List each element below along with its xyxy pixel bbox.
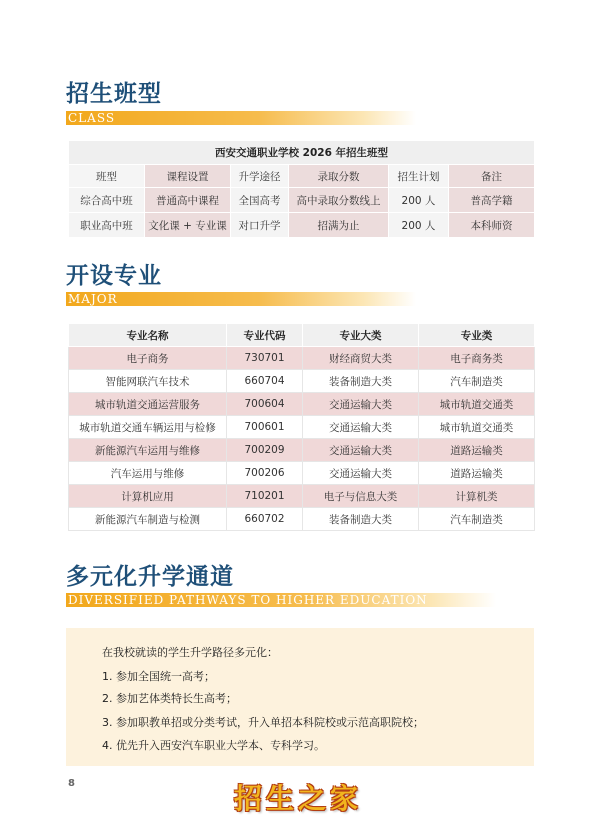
table-row bbox=[69, 485, 535, 508]
major-cell: 新能源汽车运用与维修 bbox=[69, 439, 227, 462]
major-cell: 交通运输大类 bbox=[303, 416, 419, 439]
class-cell: 全国高考 bbox=[231, 188, 289, 213]
major-cell: 计算机类 bbox=[419, 485, 535, 508]
major-cell: 新能源汽车制造与检测 bbox=[69, 508, 227, 531]
class-header-cell: 课程设置 bbox=[145, 165, 231, 188]
major-cell: 城市轨道交通运营服务 bbox=[69, 393, 227, 416]
class-header-cell: 升学途径 bbox=[231, 165, 289, 188]
table-row bbox=[69, 508, 535, 531]
major-cell: 装备制造大类 bbox=[303, 370, 419, 393]
major-header-cell: 专业名称 bbox=[69, 324, 227, 347]
major-cell: 交通运输大类 bbox=[303, 439, 419, 462]
major-cell: 城市轨道交通类 bbox=[419, 393, 535, 416]
table-row bbox=[69, 370, 535, 393]
list-item: 1. 参加全国统一高考； bbox=[102, 670, 215, 683]
major-cell: 电子商务 bbox=[69, 347, 227, 370]
major-cell: 电子商务类 bbox=[419, 347, 535, 370]
class-header-cell: 班型 bbox=[69, 165, 145, 188]
class-cell: 200 人 bbox=[389, 188, 449, 213]
class-cell: 200 人 bbox=[389, 213, 449, 238]
major-cell: 710201 bbox=[227, 485, 303, 508]
major-table bbox=[68, 323, 535, 531]
class-header-cell: 备注 bbox=[449, 165, 535, 188]
class-section-subtitle: CLASS bbox=[66, 111, 416, 125]
pathway-section-title: 多元化升学通道 bbox=[66, 564, 234, 590]
table-row bbox=[69, 416, 535, 439]
pathway-section-subtitle: DIVERSIFIED PATHWAYS TO HIGHER EDUCATION bbox=[66, 593, 496, 607]
page-number: 8 bbox=[68, 778, 75, 789]
major-cell: 城市轨道交通类 bbox=[419, 416, 535, 439]
major-cell: 城市轨道交通车辆运用与检修 bbox=[69, 416, 227, 439]
major-cell: 交通运输大类 bbox=[303, 393, 419, 416]
class-header-cell: 录取分数 bbox=[289, 165, 389, 188]
list-item: 4. 优先升入西安汽车职业大学本、专科学习。 bbox=[102, 739, 325, 752]
major-cell: 660702 bbox=[227, 508, 303, 531]
class-cell: 普通高中课程 bbox=[145, 188, 231, 213]
class-section-title: 招生班型 bbox=[66, 81, 162, 107]
class-cell: 对口升学 bbox=[231, 213, 289, 238]
table-row bbox=[69, 188, 535, 213]
class-type-table bbox=[68, 140, 535, 238]
major-section-subtitle: MAJOR bbox=[66, 292, 416, 306]
class-cell: 普高学籍 bbox=[449, 188, 535, 213]
major-cell: 汽车运用与维修 bbox=[69, 462, 227, 485]
major-cell: 计算机应用 bbox=[69, 485, 227, 508]
class-table-caption: 西安交通职业学校 2026 年招生班型 bbox=[69, 141, 535, 165]
major-cell: 700604 bbox=[227, 393, 303, 416]
major-cell: 700601 bbox=[227, 416, 303, 439]
class-cell: 高中录取分数线上 bbox=[289, 188, 389, 213]
class-header-cell: 招生计划 bbox=[389, 165, 449, 188]
major-section-title: 开设专业 bbox=[66, 263, 162, 289]
brand-watermark: 招生之家 bbox=[234, 782, 363, 815]
class-cell: 本科师资 bbox=[449, 213, 535, 238]
class-cell: 综合高中班 bbox=[69, 188, 145, 213]
table-row bbox=[69, 439, 535, 462]
major-cell: 道路运输类 bbox=[419, 462, 535, 485]
pathway-intro: 在我校就读的学生升学路径多元化： bbox=[102, 646, 278, 659]
class-cell: 文化课 + 专业课 bbox=[145, 213, 231, 238]
class-cell: 招满为止 bbox=[289, 213, 389, 238]
major-cell: 汽车制造类 bbox=[419, 370, 535, 393]
major-cell: 700209 bbox=[227, 439, 303, 462]
pathway-info-box bbox=[66, 628, 534, 766]
major-cell: 智能网联汽车技术 bbox=[69, 370, 227, 393]
class-cell: 职业高中班 bbox=[69, 213, 145, 238]
major-cell: 电子与信息大类 bbox=[303, 485, 419, 508]
major-cell: 730701 bbox=[227, 347, 303, 370]
major-header-cell: 专业大类 bbox=[303, 324, 419, 347]
list-item: 3. 参加职教单招或分类考试，升入单招本科院校或示范高职院校； bbox=[102, 716, 424, 729]
major-cell: 700206 bbox=[227, 462, 303, 485]
table-row bbox=[69, 213, 535, 238]
list-item: 2. 参加艺体类特长生高考； bbox=[102, 692, 237, 705]
major-cell: 道路运输类 bbox=[419, 439, 535, 462]
table-row bbox=[69, 347, 535, 370]
major-cell: 汽车制造类 bbox=[419, 508, 535, 531]
major-cell: 660704 bbox=[227, 370, 303, 393]
major-header-cell: 专业代码 bbox=[227, 324, 303, 347]
major-cell: 交通运输大类 bbox=[303, 462, 419, 485]
major-cell: 装备制造大类 bbox=[303, 508, 419, 531]
major-cell: 财经商贸大类 bbox=[303, 347, 419, 370]
table-row bbox=[69, 393, 535, 416]
major-header-cell: 专业类 bbox=[419, 324, 535, 347]
table-row bbox=[69, 462, 535, 485]
